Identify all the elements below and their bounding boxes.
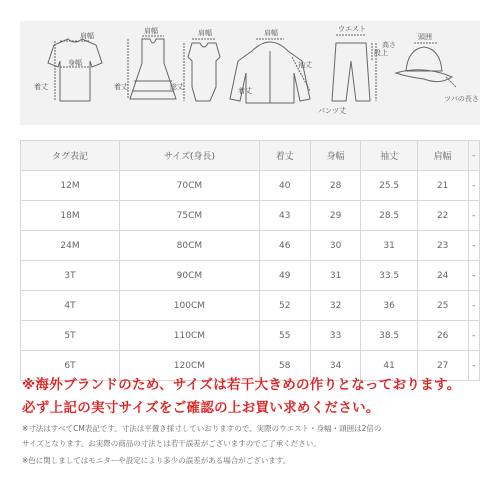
hat-height-label: 高さ xyxy=(382,41,396,49)
pants-rise-label: 股上 xyxy=(374,49,388,57)
table-cell: 52 xyxy=(259,291,310,321)
table-cell: 32 xyxy=(310,291,361,321)
pants-waist-label: ウエスト xyxy=(338,25,366,33)
table-cell: 80CM xyxy=(119,231,259,261)
dress-length-label: 着丈 xyxy=(114,83,128,91)
table-cell: - xyxy=(468,321,479,351)
table-cell: 46 xyxy=(259,231,310,261)
measurement-note-1: ※寸法はすべてCM表記です。寸法は平置き採寸していおりますので、実際のウエスト・身幅・頭囲は2倍の xyxy=(22,424,382,433)
table-cell: 22 xyxy=(417,201,468,231)
tshirt-icon xyxy=(48,39,102,101)
table-row xyxy=(21,291,480,321)
table-cell: 24M xyxy=(21,231,120,261)
table-cell: 70CM xyxy=(119,171,259,201)
table-cell: - xyxy=(468,171,479,201)
table-cell: 30 xyxy=(310,231,361,261)
table-row xyxy=(21,321,480,351)
check-size-notice: 必ず上記の実寸サイズをご確認の上お買い求めください。 xyxy=(22,400,380,416)
table-cell: 41 xyxy=(361,351,417,381)
dress-shoulder-label: 肩幅 xyxy=(144,27,158,35)
tshirt-width-label: 身幅 xyxy=(68,59,82,67)
table-header-cell: 着丈 xyxy=(259,141,310,171)
table-cell: 27 xyxy=(417,351,468,381)
table-cell: 43 xyxy=(259,201,310,231)
romper-total-label: 総丈 xyxy=(170,83,184,91)
table-cell: 3T xyxy=(21,261,120,291)
table-cell: 26 xyxy=(417,321,468,351)
romper-icon xyxy=(184,39,220,101)
measurement-diagram-svg xyxy=(20,21,480,125)
hat-brim-label: ツバの長さ xyxy=(444,95,479,103)
table-cell: - xyxy=(468,351,479,381)
table-header-cell: サイズ(身長) xyxy=(119,141,259,171)
table-cell: - xyxy=(468,261,479,291)
table-cell: 31 xyxy=(310,261,361,291)
table-cell: 58 xyxy=(259,351,310,381)
table-cell: 75CM xyxy=(119,201,259,231)
table-cell: 25.5 xyxy=(361,171,417,201)
hoodie-sleeve-label: 袖丈 xyxy=(298,61,312,69)
table-cell: 31 xyxy=(361,231,417,261)
table-cell: 120CM xyxy=(119,351,259,381)
hoodie-shoulder-label: 肩幅 xyxy=(264,29,278,37)
table-header-cell: 肩幅 xyxy=(417,141,468,171)
table-cell: - xyxy=(468,291,479,321)
tshirt-shoulder-label: 肩幅 xyxy=(80,32,94,40)
table-header-cell: 身幅 xyxy=(310,141,361,171)
size-table xyxy=(20,140,480,381)
table-row xyxy=(21,261,480,291)
hat-circumference-label: 頭囲 xyxy=(418,33,432,41)
table-cell: 34 xyxy=(310,351,361,381)
romper-shoulder-label: 肩幅 xyxy=(198,29,212,37)
table-row xyxy=(21,231,480,261)
table-cell: 100CM xyxy=(119,291,259,321)
table-cell: 29 xyxy=(310,201,361,231)
overseas-brand-notice: ※海外ブランドのため、サイズは若干大きめの作りとなっております。 xyxy=(22,377,461,393)
table-cell: 5T xyxy=(21,321,120,351)
table-cell: 6T xyxy=(21,351,120,381)
hoodie-length-label: 着丈 xyxy=(238,87,252,95)
table-cell: 25 xyxy=(417,291,468,321)
table-row xyxy=(21,201,480,231)
table-row xyxy=(21,171,480,201)
table-cell: 40 xyxy=(259,171,310,201)
table-cell: 12M xyxy=(21,171,120,201)
table-cell: 90CM xyxy=(119,261,259,291)
table-cell: 49 xyxy=(259,261,310,291)
measurement-note-2: サイズとなります。お実際の商品の寸法とは若干誤差がございますのでご了承ください。 xyxy=(22,439,321,448)
table-cell: 28 xyxy=(310,171,361,201)
table-cell: 24 xyxy=(417,261,468,291)
hat-icon xyxy=(396,43,456,87)
color-note: ※色に関しましてはモニターや設定により多少の誤差がある場合がございます。 xyxy=(22,456,291,465)
table-cell: 4T xyxy=(21,291,120,321)
table-body xyxy=(21,171,480,381)
table-header-row xyxy=(21,141,480,171)
table-cell: - xyxy=(468,231,479,261)
table-cell: 55 xyxy=(259,321,310,351)
table-header-cell: タグ表記 xyxy=(21,141,120,171)
table-cell: 110CM xyxy=(119,321,259,351)
measurement-diagram xyxy=(20,21,480,125)
table-cell: 38.5 xyxy=(361,321,417,351)
pants-icon xyxy=(332,35,376,101)
table-header-cell: 袖丈 xyxy=(361,141,417,171)
table-cell: 23 xyxy=(417,231,468,261)
dress-icon xyxy=(128,36,176,99)
table-cell: 18M xyxy=(21,201,120,231)
table-cell: - xyxy=(468,201,479,231)
table-header-cell: - xyxy=(468,141,479,171)
table-cell: 28.5 xyxy=(361,201,417,231)
table-cell: 33 xyxy=(310,321,361,351)
table-cell: 36 xyxy=(361,291,417,321)
pants-length-label: パンツ丈 xyxy=(318,107,346,115)
table-cell: 21 xyxy=(417,171,468,201)
table-cell: 33.5 xyxy=(361,261,417,291)
tshirt-length-label: 着丈 xyxy=(34,83,48,91)
